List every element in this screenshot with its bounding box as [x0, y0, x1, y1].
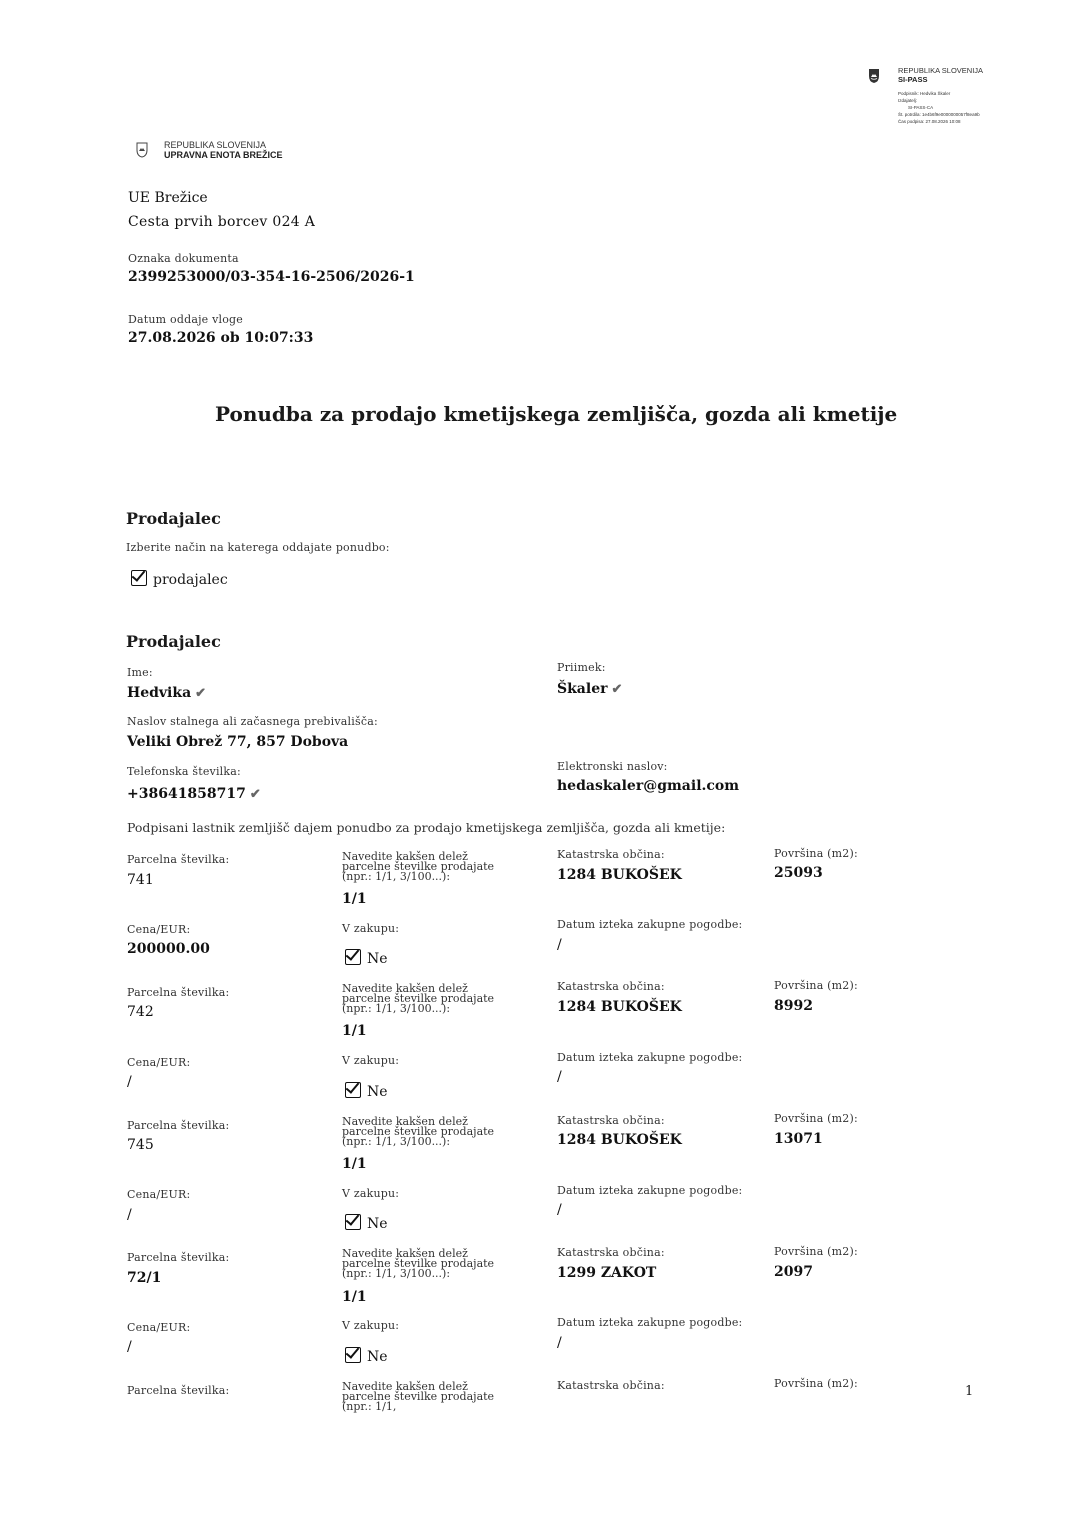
lease-option[interactable] [345, 1082, 388, 1100]
price-label: Cena/EUR: [127, 1321, 191, 1334]
authority-unit: UPRAVNA ENOTA BREŽICE [164, 150, 283, 160]
checkbox-checked-icon[interactable] [345, 1214, 361, 1230]
parcel-number-label: Parcelna številka: [127, 986, 230, 999]
area-value: 8992 [774, 998, 813, 1014]
cadastral-value: 1284 BUKOŠEK [557, 999, 682, 1015]
cadastral-label: Katastrska občina: [557, 980, 665, 993]
parcel-number-value: 741 [127, 872, 154, 888]
cadastral-value: 1284 BUKOŠEK [557, 1132, 682, 1148]
lease-end-label: Datum izteka zakupne pogodbe: [557, 1184, 743, 1197]
cadastral-value: 1299 ZAKOT [557, 1265, 657, 1281]
checkbox-checked-icon[interactable] [345, 1347, 361, 1363]
doc-ref-label: Oznaka dokumenta [128, 252, 239, 265]
area-label: Površina (m2): [774, 1112, 858, 1125]
parcel-number-label: Parcelna številka: [127, 1251, 230, 1264]
email-value: hedaskaler@gmail.com [557, 778, 740, 794]
cadastral-label: Katastrska občina: [557, 1246, 665, 1259]
area-value: 25093 [774, 865, 823, 881]
area-label: Površina (m2): [774, 979, 858, 992]
lease-value: Ne [367, 951, 388, 967]
section-heading-seller: Prodajalec [126, 632, 221, 651]
parcel-share-label: Navedite kakšen delež parcelne številke prodajate (npr.: 1/1, [342, 1380, 495, 1413]
lease-option[interactable] [345, 1214, 388, 1232]
lease-end-value: / [557, 1202, 562, 1218]
area-label: Površina (m2): [774, 1245, 858, 1258]
lease-end-label: Datum izteka zakupne pogodbe: [557, 918, 743, 931]
offer-mode-option-label: prodajalec [153, 572, 228, 588]
authority-republic: REPUBLIKA SLOVENIJA [164, 140, 267, 150]
phone-value: +38641858717 [127, 786, 246, 802]
doc-ref-value: 2399253000/03-354-16-2506/2026-1 [128, 269, 415, 285]
parcel-share-value: 1/1 [342, 891, 367, 907]
parcel-number-label: Parcelna številka: [127, 1384, 230, 1397]
last-name-field [557, 681, 622, 697]
parcel-number-label: Parcelna številka: [127, 1119, 230, 1132]
verified-check-icon: ✔ [249, 787, 261, 802]
lease-value: Ne [367, 1216, 388, 1232]
parcel-number-value: 72/1 [127, 1270, 162, 1286]
lease-value: Ne [367, 1349, 388, 1365]
checkbox-checked-icon[interactable] [345, 949, 361, 965]
parcel-share-label: Navedite kakšen delež parcelne številke prodajate (npr.: 1/1, 3/100...): [342, 1247, 495, 1280]
recipient-name: UE Brežice [128, 190, 208, 206]
parcel-share-label: Navedite kakšen delež parcelne številke prodajate (npr.: 1/1, 3/100...): [342, 850, 495, 883]
price-label: Cena/EUR: [127, 1188, 191, 1201]
page-number: 1 [965, 1384, 974, 1399]
offer-mode-option[interactable] [131, 570, 228, 588]
parcel-share-value: 1/1 [342, 1023, 367, 1039]
last-name-label: Priimek: [557, 661, 606, 674]
price-value: / [127, 1074, 132, 1090]
recipient-address: Cesta prvih borcev 024 A [128, 214, 316, 230]
parcel-share-value: 1/1 [342, 1289, 367, 1305]
first-name-label: Ime: [127, 666, 153, 679]
parcel-number-label: Parcelna številka: [127, 853, 230, 866]
parcel-number-value: 745 [127, 1137, 154, 1153]
address-label: Naslov stalnega ali začasnega prebivališča: [127, 715, 378, 728]
slovenia-crest-icon [868, 68, 880, 84]
cadastral-label: Katastrska občina: [557, 848, 665, 861]
stamp-line-cert: Št. potrdila: 1e4b6f9e0000000057f8ea9b [898, 112, 980, 117]
price-value: 200000.00 [127, 941, 210, 957]
area-label: Površina (m2): [774, 1377, 858, 1390]
page-title: Ponudba za prodajo kmetijskega zemljišča, gozda ali kmetije [215, 402, 898, 426]
lease-end-label: Datum izteka zakupne pogodbe: [557, 1316, 743, 1329]
lease-end-value: / [557, 937, 562, 953]
lease-end-label: Datum izteka zakupne pogodbe: [557, 1051, 743, 1064]
lease-label: V zakupu: [342, 1319, 400, 1332]
lease-option[interactable] [345, 1347, 388, 1365]
email-label: Elektronski naslov: [557, 760, 668, 773]
owner-statement: Podpisani lastnik zemljišč dajem ponudbo za prodajo kmetijskega zemljišča, gozda ali kmetije: [127, 820, 726, 835]
stamp-name: SI-PASS [898, 75, 928, 84]
cadastral-label: Katastrska občina: [557, 1379, 665, 1392]
doc-date-label: Datum oddaje vloge [128, 313, 243, 326]
parcel-number-value: 742 [127, 1004, 154, 1020]
parcel-share-value: 1/1 [342, 1156, 367, 1172]
offer-mode-question: Izberite način na katerega oddajate ponudbo: [126, 541, 390, 554]
price-label: Cena/EUR: [127, 923, 191, 936]
address-value: Veliki Obrež 77, 857 Dobova [127, 734, 349, 750]
lease-label: V zakupu: [342, 1054, 400, 1067]
phone-label: Telefonska številka: [127, 765, 241, 778]
first-name-field [127, 685, 206, 701]
checkbox-checked-icon[interactable] [131, 570, 147, 586]
first-name-value: Hedvika [127, 685, 192, 701]
price-value: / [127, 1339, 132, 1355]
price-value: / [127, 1207, 132, 1223]
area-value: 2097 [774, 1264, 813, 1280]
last-name-value: Škaler [557, 681, 608, 697]
doc-date-value: 27.08.2026 ob 10:07:33 [128, 330, 314, 346]
parcel-share-label: Navedite kakšen delež parcelne številke prodajate (npr.: 1/1, 3/100...): [342, 1115, 495, 1148]
cadastral-label: Katastrska občina: [557, 1114, 665, 1127]
lease-label: V zakupu: [342, 922, 400, 935]
stamp-republic: REPUBLIKA SLOVENIJA [898, 66, 984, 75]
cadastral-value: 1284 BUKOŠEK [557, 867, 682, 883]
stamp-line-time: Čas podpisa: 27.08.2026 10:08 [898, 119, 961, 124]
checkbox-checked-icon[interactable] [345, 1082, 361, 1098]
stamp-line-signer: Podpisnik: Hedvika Škaler [898, 91, 951, 96]
stamp-line-ca: SI-PASS-CA [908, 105, 934, 110]
lease-option[interactable] [345, 949, 388, 967]
area-label: Površina (m2): [774, 847, 858, 860]
lease-end-value: / [557, 1069, 562, 1085]
lease-end-value: / [557, 1335, 562, 1351]
slovenia-crest-icon [136, 142, 148, 158]
lease-value: Ne [367, 1084, 388, 1100]
section-heading-offer: Prodajalec [126, 509, 221, 528]
parcel-share-label: Navedite kakšen delež parcelne številke prodajate (npr.: 1/1, 3/100...): [342, 982, 495, 1015]
price-label: Cena/EUR: [127, 1056, 191, 1069]
lease-label: V zakupu: [342, 1187, 400, 1200]
area-value: 13071 [774, 1131, 823, 1147]
phone-field [127, 786, 261, 802]
verified-check-icon: ✔ [611, 682, 623, 697]
verified-check-icon: ✔ [195, 686, 207, 701]
stamp-line-issuer: Izdajatelj: [898, 98, 918, 103]
